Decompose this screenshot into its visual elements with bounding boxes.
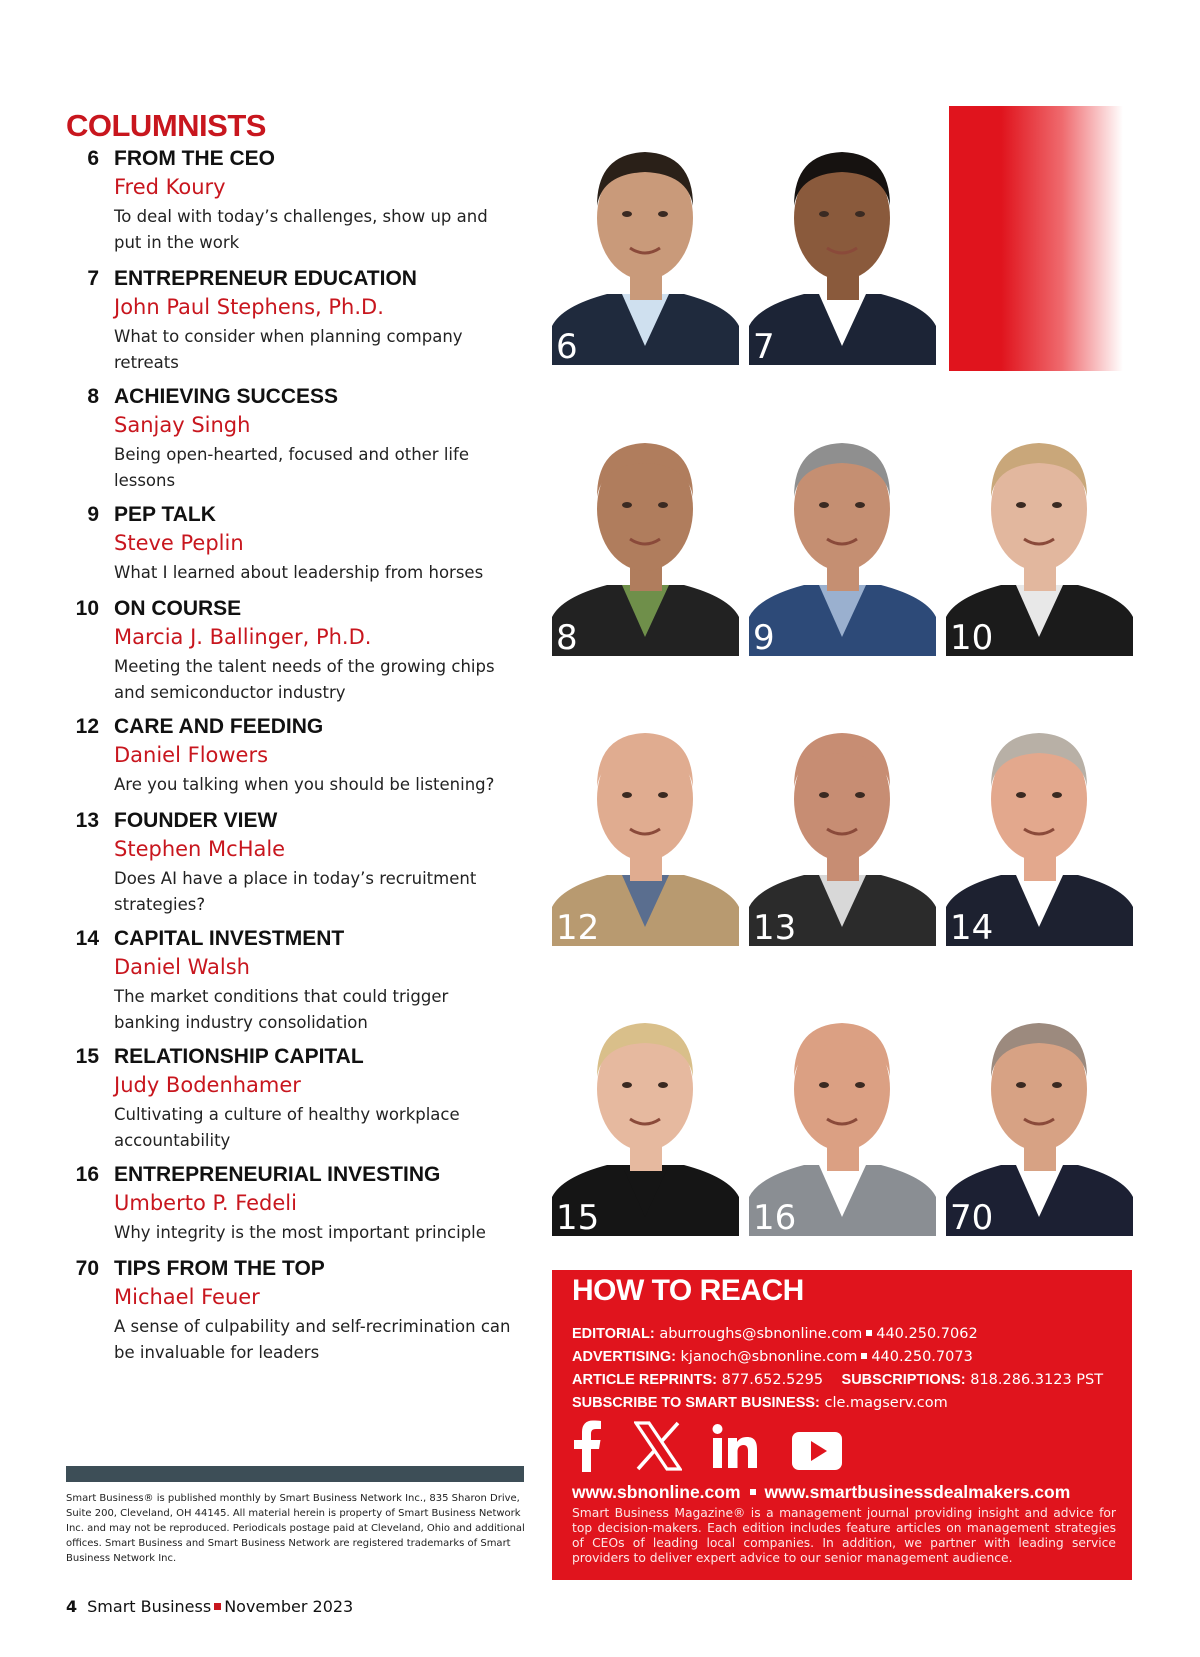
photo-page-number: 16: [753, 1198, 797, 1236]
columnist-name: Sanjay Singh: [114, 413, 251, 437]
subscribe-label: SUBSCRIBE TO SMART BUSINESS:: [572, 1395, 820, 1411]
page-number-label: 9: [87, 503, 99, 526]
photo-page-number: 70: [950, 1198, 994, 1236]
column-description: Being open-hearted, focused and other life lessons: [114, 445, 469, 490]
photo-page-number: 13: [753, 908, 797, 946]
columnist-photo: [749, 106, 936, 365]
columnist-name: John Paul Stephens, Ph.D.: [114, 295, 384, 319]
column-description: Cultivating a culture of healthy workplace accountability: [114, 1105, 460, 1150]
portrait-image: [552, 397, 739, 656]
photo-page-number: 7: [753, 327, 775, 365]
column-category: ON COURSE: [114, 597, 242, 620]
columnist-photo: [749, 977, 936, 1236]
columnist-name: Daniel Flowers: [114, 743, 269, 767]
reprints-line: [572, 1372, 1103, 1388]
photo-page-number: 10: [950, 618, 994, 656]
page-number-label: 15: [75, 1045, 99, 1068]
column-description: Are you talking when you should be listening?: [114, 775, 495, 794]
page-number-label: 7: [87, 267, 99, 290]
subscriptions-label: SUBSCRIPTIONS:: [841, 1372, 966, 1388]
subscribe-line: [572, 1395, 948, 1411]
column-category: ENTREPRENEURIAL INVESTING: [114, 1163, 441, 1186]
dealmakers-link[interactable]: www.smartbusinessdealmakers.com: [764, 1482, 1071, 1502]
page-number-label: 70: [75, 1257, 99, 1280]
columnist-photo: [552, 687, 739, 946]
photo-page-number: 15: [556, 1198, 600, 1236]
advertising-phone: 440.250.7073: [871, 1349, 973, 1365]
photo-page-number: 8: [556, 618, 578, 656]
columnist-name: Michael Feuer: [114, 1285, 260, 1309]
columnist-photo: [552, 397, 739, 656]
legal-notice: Smart Business® is published monthly by Smart Business Network Inc., 835 Sharon Drive, Suite 200, Cleveland, OH 44145. All material herein is property of Smart Business Network Inc. and may not be reproduced. Periodicals postage paid at Cleveland, Ohio and additional offices. Smart Business and Smart Business Network are registered trademarks of Smart Business Network Inc.: [66, 1493, 525, 1564]
issue-date: November 2023: [224, 1597, 354, 1616]
column-category: ACHIEVING SUCCESS: [114, 385, 339, 408]
columnist-photo: [749, 687, 936, 946]
column-description: Does AI have a place in today’s recruitment strategies?: [114, 869, 477, 914]
editorial-email-link[interactable]: aburroughs@sbnonline.com: [659, 1326, 863, 1342]
square-separator-icon: [214, 1603, 221, 1610]
section-title: COLUMNISTS: [66, 108, 266, 143]
portrait-image: [552, 106, 739, 365]
advertising-line: [572, 1349, 973, 1365]
editorial-phone: 440.250.7062: [876, 1326, 978, 1342]
editorial-label: EDITORIAL:: [572, 1326, 655, 1342]
facebook-icon[interactable]: [572, 1420, 602, 1472]
advertising-label: ADVERTISING:: [572, 1349, 676, 1365]
subscriptions-phone: 818.286.3123 PST: [970, 1372, 1104, 1388]
website-links: [572, 1482, 1070, 1503]
columnist-name: Stephen McHale: [114, 837, 286, 861]
columnist-name: Judy Bodenhamer: [114, 1073, 301, 1097]
footer-divider-bar: [66, 1466, 524, 1482]
column-category: CARE AND FEEDING: [114, 715, 324, 738]
portrait-image: [749, 397, 936, 656]
column-description: What I learned about leadership from horses: [114, 563, 484, 582]
column-description: A sense of culpability and self-recrimination can be invaluable for leaders: [114, 1317, 511, 1362]
columnist-photo: [749, 397, 936, 656]
page-number-label: 12: [75, 715, 99, 738]
photo-page-number: 9: [753, 618, 775, 656]
column-category: FROM THE CEO: [114, 147, 275, 170]
columnist-name: Daniel Walsh: [114, 955, 250, 979]
column-category: FOUNDER VIEW: [114, 809, 278, 832]
how-to-reach-title: HOW TO REACH: [572, 1274, 804, 1307]
photo-page-number: 6: [556, 327, 578, 365]
magazine-name: Smart Business: [87, 1597, 212, 1616]
page-number-label: 6: [87, 147, 99, 170]
square-separator-icon: [861, 1353, 867, 1359]
photo-page-number: 12: [556, 908, 600, 946]
columnist-name: Marcia J. Ballinger, Ph.D.: [114, 625, 372, 649]
linkedin-icon[interactable]: [712, 1420, 758, 1472]
red-gradient-block: [949, 106, 1123, 371]
page-number-label: 8: [87, 385, 99, 408]
advertising-email-link[interactable]: kjanoch@sbnonline.com: [680, 1349, 858, 1365]
photo-page-number: 14: [950, 908, 994, 946]
column-category: RELATIONSHIP CAPITAL: [114, 1045, 364, 1068]
columnist-photo: [946, 397, 1133, 656]
subscribe-link[interactable]: cle.magserv.com: [824, 1395, 948, 1411]
column-category: TIPS FROM THE TOP: [114, 1257, 325, 1280]
column-description: Meeting the talent needs of the growing chips and semiconductor industry: [114, 657, 495, 702]
page-number-label: 13: [75, 809, 99, 832]
page-number: 4: [66, 1597, 78, 1616]
column-description: What to consider when planning company retreats: [114, 327, 463, 372]
column-category: PEP TALK: [114, 503, 216, 526]
portrait-image: [749, 106, 936, 365]
columnist-name: Fred Koury: [114, 175, 226, 199]
page-footer: [66, 1597, 353, 1616]
editorial-line: [572, 1326, 978, 1342]
columnist-name: Umberto P. Fedeli: [114, 1191, 297, 1215]
youtube-icon[interactable]: [792, 1426, 842, 1478]
how-to-reach-box: [552, 1270, 1132, 1580]
column-description: To deal with today’s challenges, show up and put in the work: [114, 207, 488, 252]
page-number-label: 16: [75, 1163, 99, 1186]
columnist-photo: [552, 977, 739, 1236]
x-icon[interactable]: [634, 1420, 682, 1472]
columnist-photo: [552, 106, 739, 365]
page-number-label: 14: [75, 927, 99, 950]
square-separator-icon: [866, 1330, 872, 1336]
column-category: CAPITAL INVESTMENT: [114, 927, 345, 950]
columnist-name: Steve Peplin: [114, 531, 244, 555]
column-category: ENTREPRENEUR EDUCATION: [114, 267, 417, 290]
square-separator-icon: [750, 1489, 756, 1495]
columnist-photo: [946, 687, 1133, 946]
sbnonline-link[interactable]: www.sbnonline.com: [572, 1482, 741, 1502]
about-magazine-text: Smart Business Magazine® is a management journal providing insight and advice for top decision-makers. Each edition includes feature articles on management strategies of CEOs of leading local companies. In addition, we partner with leading service providers to deliver expert advice to our senior management audience.: [572, 1506, 1116, 1565]
reprints-phone: 877.652.5295: [721, 1372, 824, 1388]
column-description: The market conditions that could trigger banking industry consolidation: [114, 987, 449, 1032]
reprints-label: ARTICLE REPRINTS:: [572, 1372, 717, 1388]
column-description: Why integrity is the most important principle: [114, 1223, 486, 1242]
page-number-label: 10: [75, 597, 99, 620]
columnist-photo: [946, 977, 1133, 1236]
